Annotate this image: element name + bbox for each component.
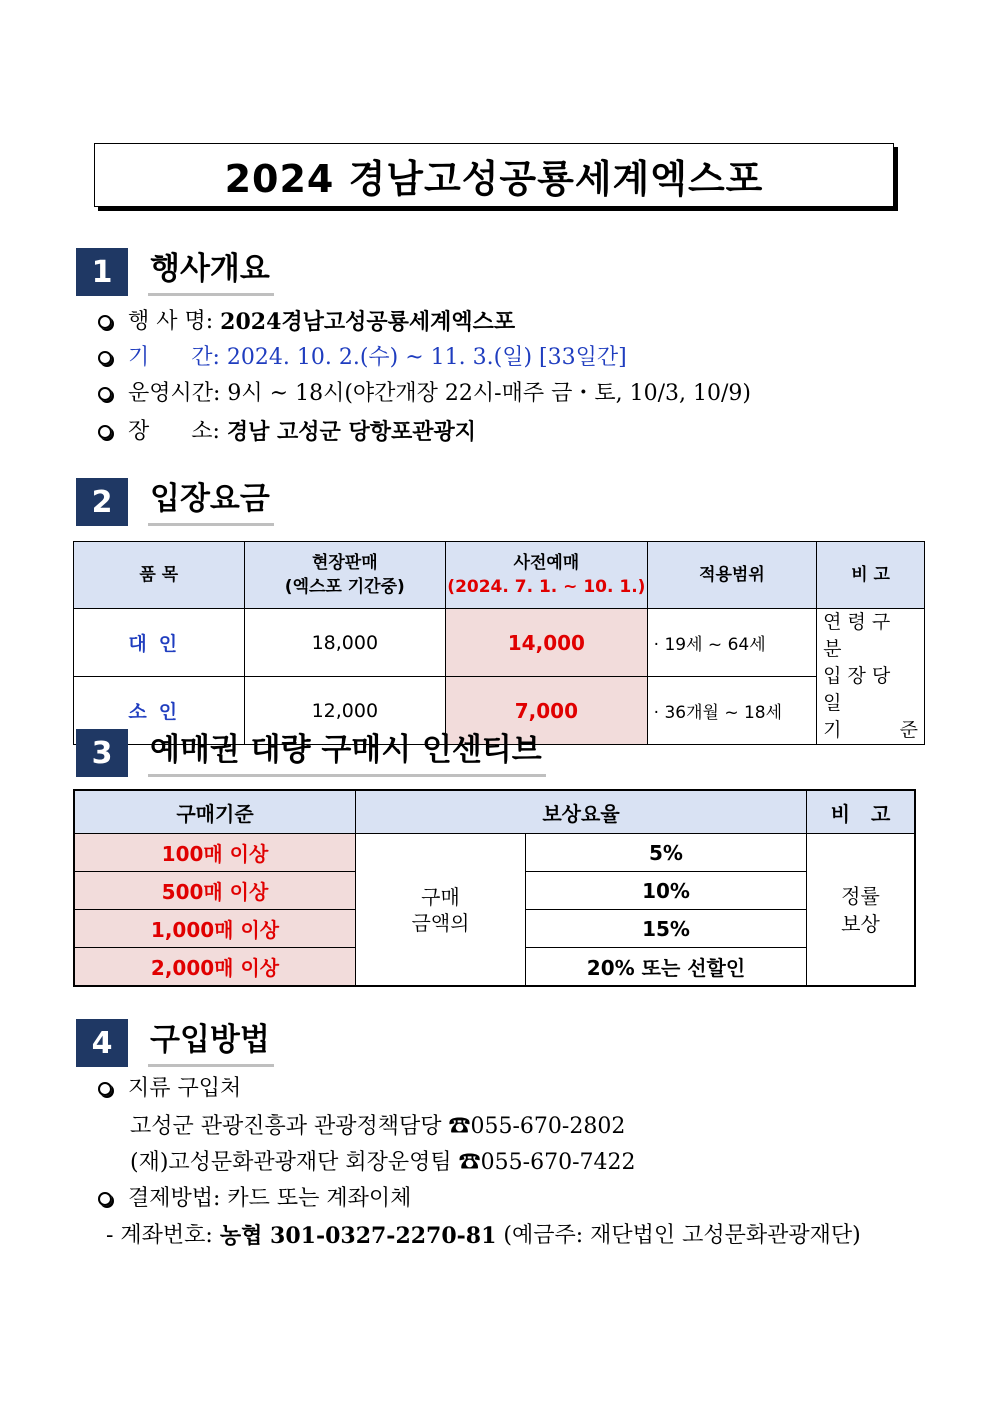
- note-line: [823, 717, 918, 744]
- contact-2: (재)고성문화관광재단 회장운영팀 ☎055-670-7422: [130, 1150, 636, 1175]
- standard-cell: 100매 이상: [74, 834, 356, 872]
- header-standard: 구매기준: [74, 790, 356, 834]
- header-onsite: [244, 542, 446, 609]
- period-value: 2024. 10. 2.(수) ~ 11. 3.(일) [33일간]: [226, 345, 627, 370]
- purchase-paper: [98, 1074, 241, 1104]
- name-label: 행 사 명:: [128, 309, 214, 334]
- incentive-table-header: [74, 790, 915, 834]
- category-cell: 대인: [74, 609, 245, 677]
- hours-label: 운영시간:: [128, 381, 221, 406]
- section-label: 입장요금: [148, 479, 274, 526]
- table-row: [74, 609, 925, 677]
- bullet-icon: [98, 351, 112, 365]
- header-presale-2: (2024. 7. 1. ~ 10. 1.): [447, 577, 646, 597]
- hours-value: 9시 ~ 18시(야간개장 22시-매주 금・토, 10/3, 10/9): [227, 381, 751, 406]
- period-label: 기 간:: [128, 345, 220, 370]
- note-char: 기: [823, 719, 842, 741]
- note-char: 준: [899, 719, 918, 741]
- standard-cell: 2,000매 이상: [74, 948, 356, 987]
- overview-period: [98, 343, 627, 373]
- note-line: 입장당일: [823, 665, 897, 714]
- header-rate: 보상요율: [356, 790, 807, 834]
- note-line: 연령구분: [823, 611, 897, 660]
- section-label: 행사개요: [148, 249, 274, 296]
- presale-price: 7,000: [446, 677, 648, 745]
- header-presale-1: 사전예매: [513, 553, 580, 573]
- bullet-icon: [98, 425, 112, 439]
- header-note: 비 고: [807, 790, 916, 834]
- header-onsite-1: 현장판매: [311, 553, 378, 573]
- fee-table: [73, 541, 925, 745]
- header-item: 품 목: [74, 542, 245, 609]
- age-range: · 19세 ~ 64세: [647, 609, 817, 677]
- overview-hours: [98, 379, 751, 409]
- title-box: [94, 143, 894, 207]
- fee-note: [817, 609, 925, 745]
- header-onsite-2: (엑스포 기간중): [284, 577, 405, 597]
- section-4-heading: [76, 1019, 274, 1067]
- section-3-heading: [76, 729, 546, 777]
- note-line: 정률: [841, 883, 880, 908]
- incentive-note: [807, 834, 916, 987]
- place-label: 장 소:: [128, 419, 220, 444]
- section-number: 4: [76, 1019, 128, 1067]
- presale-price: 14,000: [446, 609, 648, 677]
- contact-1: 고성군 관광진흥과 관광정책담당 ☎055-670-2802: [130, 1114, 626, 1139]
- incentive-table: [73, 789, 916, 987]
- section-2-heading: [76, 478, 274, 526]
- header-note: 비 고: [817, 542, 925, 609]
- overview-place: [98, 417, 476, 447]
- note-line: 보상: [841, 911, 880, 936]
- rate-cell: 15%: [526, 910, 807, 948]
- account-prefix: - 계좌번호:: [106, 1223, 213, 1248]
- bullet-icon: [98, 1192, 112, 1206]
- name-value: 2024경남고성공룡세계엑스포: [220, 309, 516, 335]
- section-number: 3: [76, 729, 128, 777]
- account-holder: (예금주: 재단법인 고성문화관광재단): [503, 1223, 861, 1248]
- age-range: · 36개월 ~ 18세: [647, 677, 817, 745]
- section-1-heading: [76, 248, 274, 296]
- section-number: 2: [76, 478, 128, 526]
- purchase-payment: [98, 1184, 411, 1214]
- rate-cell: 5%: [526, 834, 807, 872]
- bullet-icon: [98, 387, 112, 401]
- header-range: 적용범위: [647, 542, 817, 609]
- paper-label: 지류 구입처: [128, 1076, 242, 1101]
- rate-label-line: 구매: [421, 884, 460, 909]
- rate-label-line: 금액의: [411, 910, 470, 935]
- fee-table-header: [74, 542, 925, 609]
- overview-name: [98, 307, 515, 337]
- table-row: [74, 834, 915, 872]
- category-cell: 소인: [74, 677, 245, 745]
- account-value: 농협 301-0327-2270-81: [219, 1223, 497, 1249]
- bullet-icon: [98, 1082, 112, 1096]
- onsite-price: 12,000: [244, 677, 446, 745]
- bullet-icon: [98, 315, 112, 329]
- onsite-price: 18,000: [244, 609, 446, 677]
- section-label: 예매권 대량 구매시 인센티브: [148, 730, 546, 777]
- payment-label: 결제방법: 카드 또는 계좌이체: [128, 1186, 412, 1211]
- account-line: [106, 1221, 861, 1251]
- rate-cell: 10%: [526, 872, 807, 910]
- standard-cell: 500매 이상: [74, 872, 356, 910]
- rate-label: [356, 834, 526, 987]
- place-value: 경남 고성군 당항포관광지: [226, 419, 476, 445]
- page-title: 2024 경남고성공룡세계엑스포: [224, 156, 764, 201]
- standard-cell: 1,000매 이상: [74, 910, 356, 948]
- section-label: 구입방법: [148, 1020, 274, 1067]
- header-presale: [446, 542, 648, 609]
- rate-cell: 20% 또는 선할인: [526, 948, 807, 987]
- section-number: 1: [76, 248, 128, 296]
